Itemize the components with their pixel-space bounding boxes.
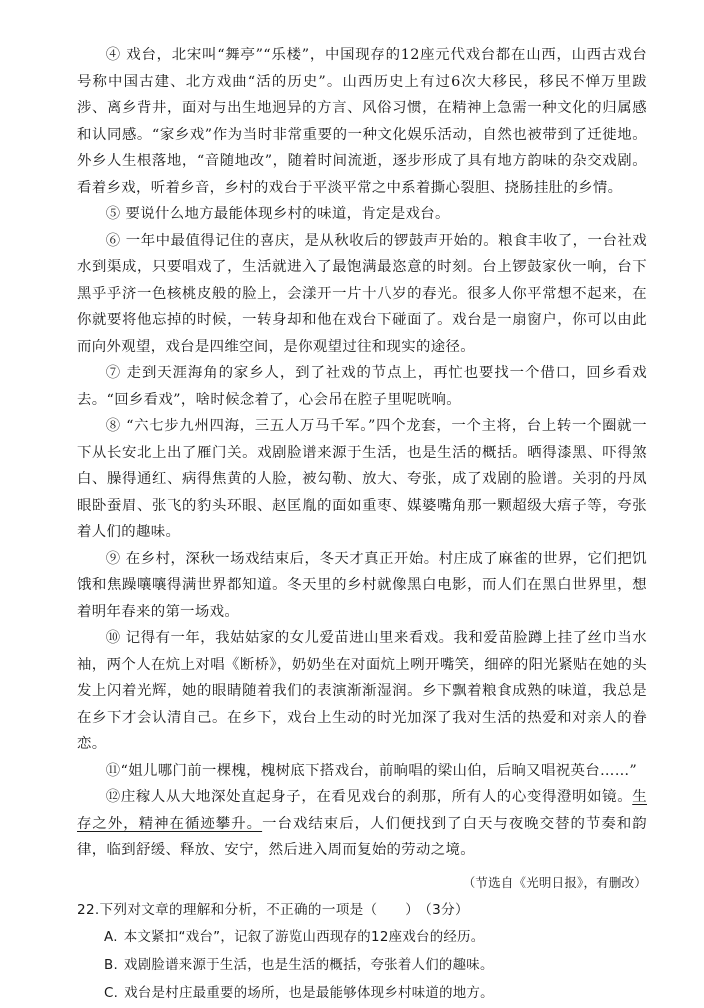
paragraph-4 xyxy=(77,42,647,201)
paragraph-text: “姐儿哪门前一棵槐，槐树底下搭戏台，前晌唱的梁山伯，后晌又唱祝英台……” xyxy=(120,762,638,779)
paragraph-text: 一年中最值得记住的喜庆，是从秋收后的锣鼓声开始的。粮食丰收了，一台社戏水到渠成，只要唱戏了，生活就进入了最饱满最恣意的时刻。台上锣鼓家伙一响，台下黑乎乎济一色核桃皮般的脸上，会漾开一片十八岁的春光。很多人你平常想不起来，在你就要将他忘掉的时候，一转身却和他在戏台下碰面了。戏台是一扇窗户，你可以由此而向外观望，戏台是四维空间，是你观望过往和现实的途径。 xyxy=(77,232,647,355)
option-text: 戏剧脸谱来源于生活，也是生活的概括，夸张着人们的趣味。 xyxy=(124,957,494,973)
paragraph-text: 在乡村，深秋一场戏结束后，冬天才真正开始。村庄成了麻雀的世界，它们把饥饿和焦躁嚷嚷得满世界都知道。冬天里的乡村就像黑白电影，而人们在黑白世界里，想着明年春来的第一场戏。 xyxy=(77,550,647,620)
option-a xyxy=(104,924,647,952)
option-text: 本文紧扣“戏台”，记叙了游览山西现存的12座戏台的经历。 xyxy=(123,929,485,945)
option-text: 戏台是村庄最重要的场所，也是最能够体现乡村味道的地方。 xyxy=(124,985,494,1001)
underlined-sentence: 生存之外，精神在循迹攀升。 xyxy=(77,789,647,832)
paragraph-text: 记得有一年，我姑姑家的女儿爱苗进山里来看戏。我和爱苗脸蹲上挂了丝巾当水袖，两个人在炕上对唱《断桥》，奶奶坐在对面炕上咧开嘴笑，细碎的阳光紧贴在她的头发上闪着光辉，她的眼睛随着我们的表演渐渐湿润。乡下飘着粮食成熟的味道，我总是在乡下才会认清自己。在乡下，戏台上生动的时光加深了我对生活的热爱和对亲人的眷恋。 xyxy=(77,630,647,752)
question-stem xyxy=(77,896,647,924)
paragraph-number: ⑥ xyxy=(105,232,121,249)
question-text: 下列对文章的理解和分析，不正确的一项是（ ） xyxy=(99,901,420,918)
paragraph-5 xyxy=(77,201,647,228)
paragraph-text-pre: 庄稼人从大地深处直起身子，在看见戏台的刹那，所有人的心变得澄明如镜。 xyxy=(120,789,633,805)
option-letter: B. xyxy=(104,957,119,973)
source-citation: （节选自《光明日报》，有删改） xyxy=(462,874,647,890)
document-page xyxy=(77,42,647,1008)
paragraph-number: ⑤ xyxy=(105,206,121,222)
paragraph-text: 要说什么地方最能体现乡村的味道，肯定是戏台。 xyxy=(125,206,450,222)
paragraph-number: ⑨ xyxy=(105,550,121,567)
option-c xyxy=(104,980,647,1008)
option-letter: C. xyxy=(104,985,119,1001)
option-b xyxy=(104,952,647,980)
paragraph-text: 走到天涯海角的家乡人，到了社戏的节点上，再忙也要找一个借口，回乡看戏去。“回乡看戏”，啥时候念着了，心会吊在腔子里呢咣响。 xyxy=(77,365,647,408)
paragraph-text: 戏台，北宋叫“舞亭”“乐楼”，中国现存的12座元代戏台都在山西，山西古戏台号称中国古建、北方戏曲“活的历史”。山西历史上有过6次大移民，移民不惮万里跋涉、离乡背井，面对与出生地迥异的方言、风俗习惯，在精神上急需一种文化的归属感和认同感。“家乡戏”作为当时非常重要的一种文化娱乐活动，自然也被带到了迁徙地。外乡人生根落地，“音随地改”，随着时间流逝，逐步形成了具有地方韵味的杂交戏剧。看着乡戏，听着乡音，乡村的戏台于平淡平常之中系着撕心裂胆、挠肠挂肚的乡情。 xyxy=(77,47,647,196)
paragraph-number: ④ xyxy=(105,47,121,63)
paragraph-number: ⑦ xyxy=(105,365,122,381)
paragraph-number: ⑩ xyxy=(105,630,121,646)
paragraph-number: ⑫ xyxy=(105,789,121,805)
question-score: （3分） xyxy=(425,901,469,918)
paragraph-text: “六七步九州四海，三五人万马千军。”四个龙套，一个主将，台上转一个圈就一下从长安北上出了雁门关。戏剧脸谱来源于生活，也是生活的概括。晒得漆黑、吓得煞白、臊得通红、病得焦黄的人脸，被勾勒、放大、夸张，成了戏剧的脸谱。关羽的丹凤眼卧蚕眉、张飞的豹头环眼、赵匡胤的面如重枣、媒婆嘴角那一颗超级大痦子等，夸张着人们的趣味。 xyxy=(77,418,647,540)
paragraph-number: ⑧ xyxy=(105,418,121,434)
paragraph-11 xyxy=(77,758,647,785)
paragraph-number: ⑪ xyxy=(105,762,121,779)
paragraph-9 xyxy=(77,546,647,626)
paragraph-12 xyxy=(77,784,647,864)
paragraph-6 xyxy=(77,228,647,361)
paragraph-10 xyxy=(77,625,647,758)
paragraph-7 xyxy=(77,360,647,413)
paragraph-8 xyxy=(77,413,647,546)
paragraph-text-post: 一台戏结束后，人们便找到了白天与夜晚交替的节奏和韵律，临到舒缓、释放、安宁，然后进入周而复始的劳动之境。 xyxy=(77,815,647,858)
question-number: 22. xyxy=(77,901,100,918)
option-letter: A. xyxy=(104,929,118,945)
